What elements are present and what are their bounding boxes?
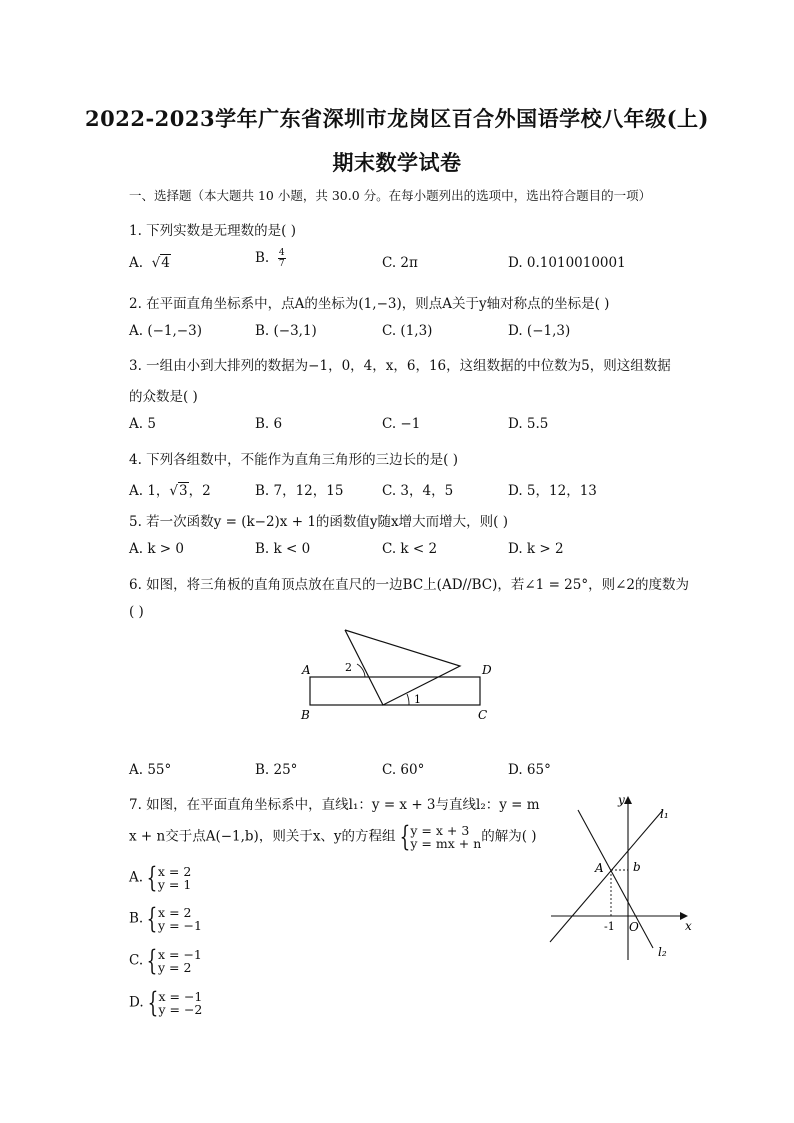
question-2-stem: 2. 在平面直角坐标系中，点A的坐标为(1,−3)，则点A关于y轴对称点的坐标是( )	[129, 296, 610, 312]
q2-option-a: A. (−1,−3)	[129, 323, 202, 339]
q4-option-b: B. 7，12，15	[255, 483, 344, 499]
set-square-triangle	[345, 630, 460, 705]
exam-title-line1: 2022-2023学年广东省深圳市龙岗区百合外国语学校八年级(上)	[85, 106, 709, 131]
q6-option-a: A. 55°	[129, 762, 172, 778]
q5-option-d: D. k > 2	[508, 541, 564, 557]
angle-1-arc	[407, 694, 409, 705]
label-origin: O	[629, 920, 639, 934]
label-angle-2: 2	[345, 661, 352, 674]
q5-option-a: A. k > 0	[129, 541, 184, 557]
label-y-axis: y	[618, 793, 625, 807]
label-D: D	[482, 663, 492, 677]
y-axis-arrow	[624, 796, 632, 804]
label-B: B	[301, 708, 310, 722]
label-point-a: A	[595, 861, 604, 875]
q6-option-d: D. 65°	[508, 762, 551, 778]
coordinate-plane-figure	[545, 788, 695, 968]
q3-option-b: B. 6	[255, 416, 283, 432]
q7-option-a: A. {x = 2 y = 1	[129, 861, 192, 894]
q7-option-d: D. {x = −1 y = −2	[129, 986, 203, 1019]
q5-option-b: B. k < 0	[255, 541, 311, 557]
ruler-triangle-figure	[295, 622, 505, 727]
q4-option-d: D. 5，12，13	[508, 483, 597, 499]
q4-option-c: C. 3，4，5	[382, 483, 454, 499]
question-1-stem: 1. 下列实数是无理数的是( )	[129, 223, 296, 239]
q3-option-a: A. 5	[129, 416, 156, 432]
label-x-axis: x	[685, 919, 692, 933]
question-4-stem: 4. 下列各组数中，不能作为直角三角形的三边长的是( )	[129, 452, 458, 468]
q1-option-d: D. 0.1010010001	[508, 255, 626, 271]
q1-option-b: B. $\frac{4}{7}$	[255, 248, 285, 269]
ruler-rect	[310, 677, 480, 705]
question-7-stem: 7. 如图，在平面直角坐标系中，直线l₁：y = x + 3与直线l₂：y = m	[129, 797, 540, 813]
q5-option-c: C. k < 2	[382, 541, 438, 557]
line-l2	[578, 810, 653, 948]
q7-option-c: C. {x = −1 y = 2	[129, 944, 202, 977]
question-3-stem: 3. 一组由小到大排列的数据为−1，0，4，x，6，16，这组数据的中位数为5，则这组数据	[129, 358, 671, 374]
question-7-stem-cont: x + n交于点A(−1,b)，则关于x、y的方程组 {y = x + 3 y = mx + n的解为( )	[129, 820, 537, 853]
q7-option-b: B. {x = 2 y = −1	[129, 902, 202, 935]
q6-option-c: C. 60°	[382, 762, 425, 778]
exam-title-line2: 期末数学试卷	[332, 150, 462, 175]
q6-option-b: B. 25°	[255, 762, 298, 778]
q4-option-a: A. 1，√3，2	[129, 483, 211, 499]
question-6-stem: 6. 如图，将三角板的直角顶点放在直尺的一边BC上(AD//BC)，若∠1 = 25°，则∠2的度数为	[129, 577, 689, 593]
label-neg1: -1	[604, 920, 615, 933]
q2-option-c: C. (1,3)	[382, 323, 433, 339]
q3-option-c: C. −1	[382, 416, 421, 432]
label-A: A	[302, 663, 311, 677]
q3-option-d: D. 5.5	[508, 416, 549, 432]
q2-option-b: B. (−3,1)	[255, 323, 317, 339]
q1-option-c: C. 2π	[382, 255, 418, 271]
label-l2: l₂	[658, 945, 667, 959]
question-6-stem-cont: ( )	[129, 604, 144, 620]
label-angle-1: 1	[414, 693, 421, 706]
question-3-stem-cont: 的众数是( )	[129, 389, 198, 405]
section-heading: 一、选择题（本大题共 10 小题，共 30.0 分。在每小题列出的选项中，选出符合题目的一项）	[129, 188, 652, 203]
label-b: b	[633, 860, 641, 874]
label-C: C	[478, 708, 488, 722]
question-5-stem: 5. 若一次函数y = (k−2)x + 1的函数值y随x增大而增大，则( )	[129, 514, 508, 530]
label-l1: l₁	[660, 807, 669, 821]
q1-option-a: A. √4	[129, 255, 170, 271]
q2-option-d: D. (−1,3)	[508, 323, 571, 339]
